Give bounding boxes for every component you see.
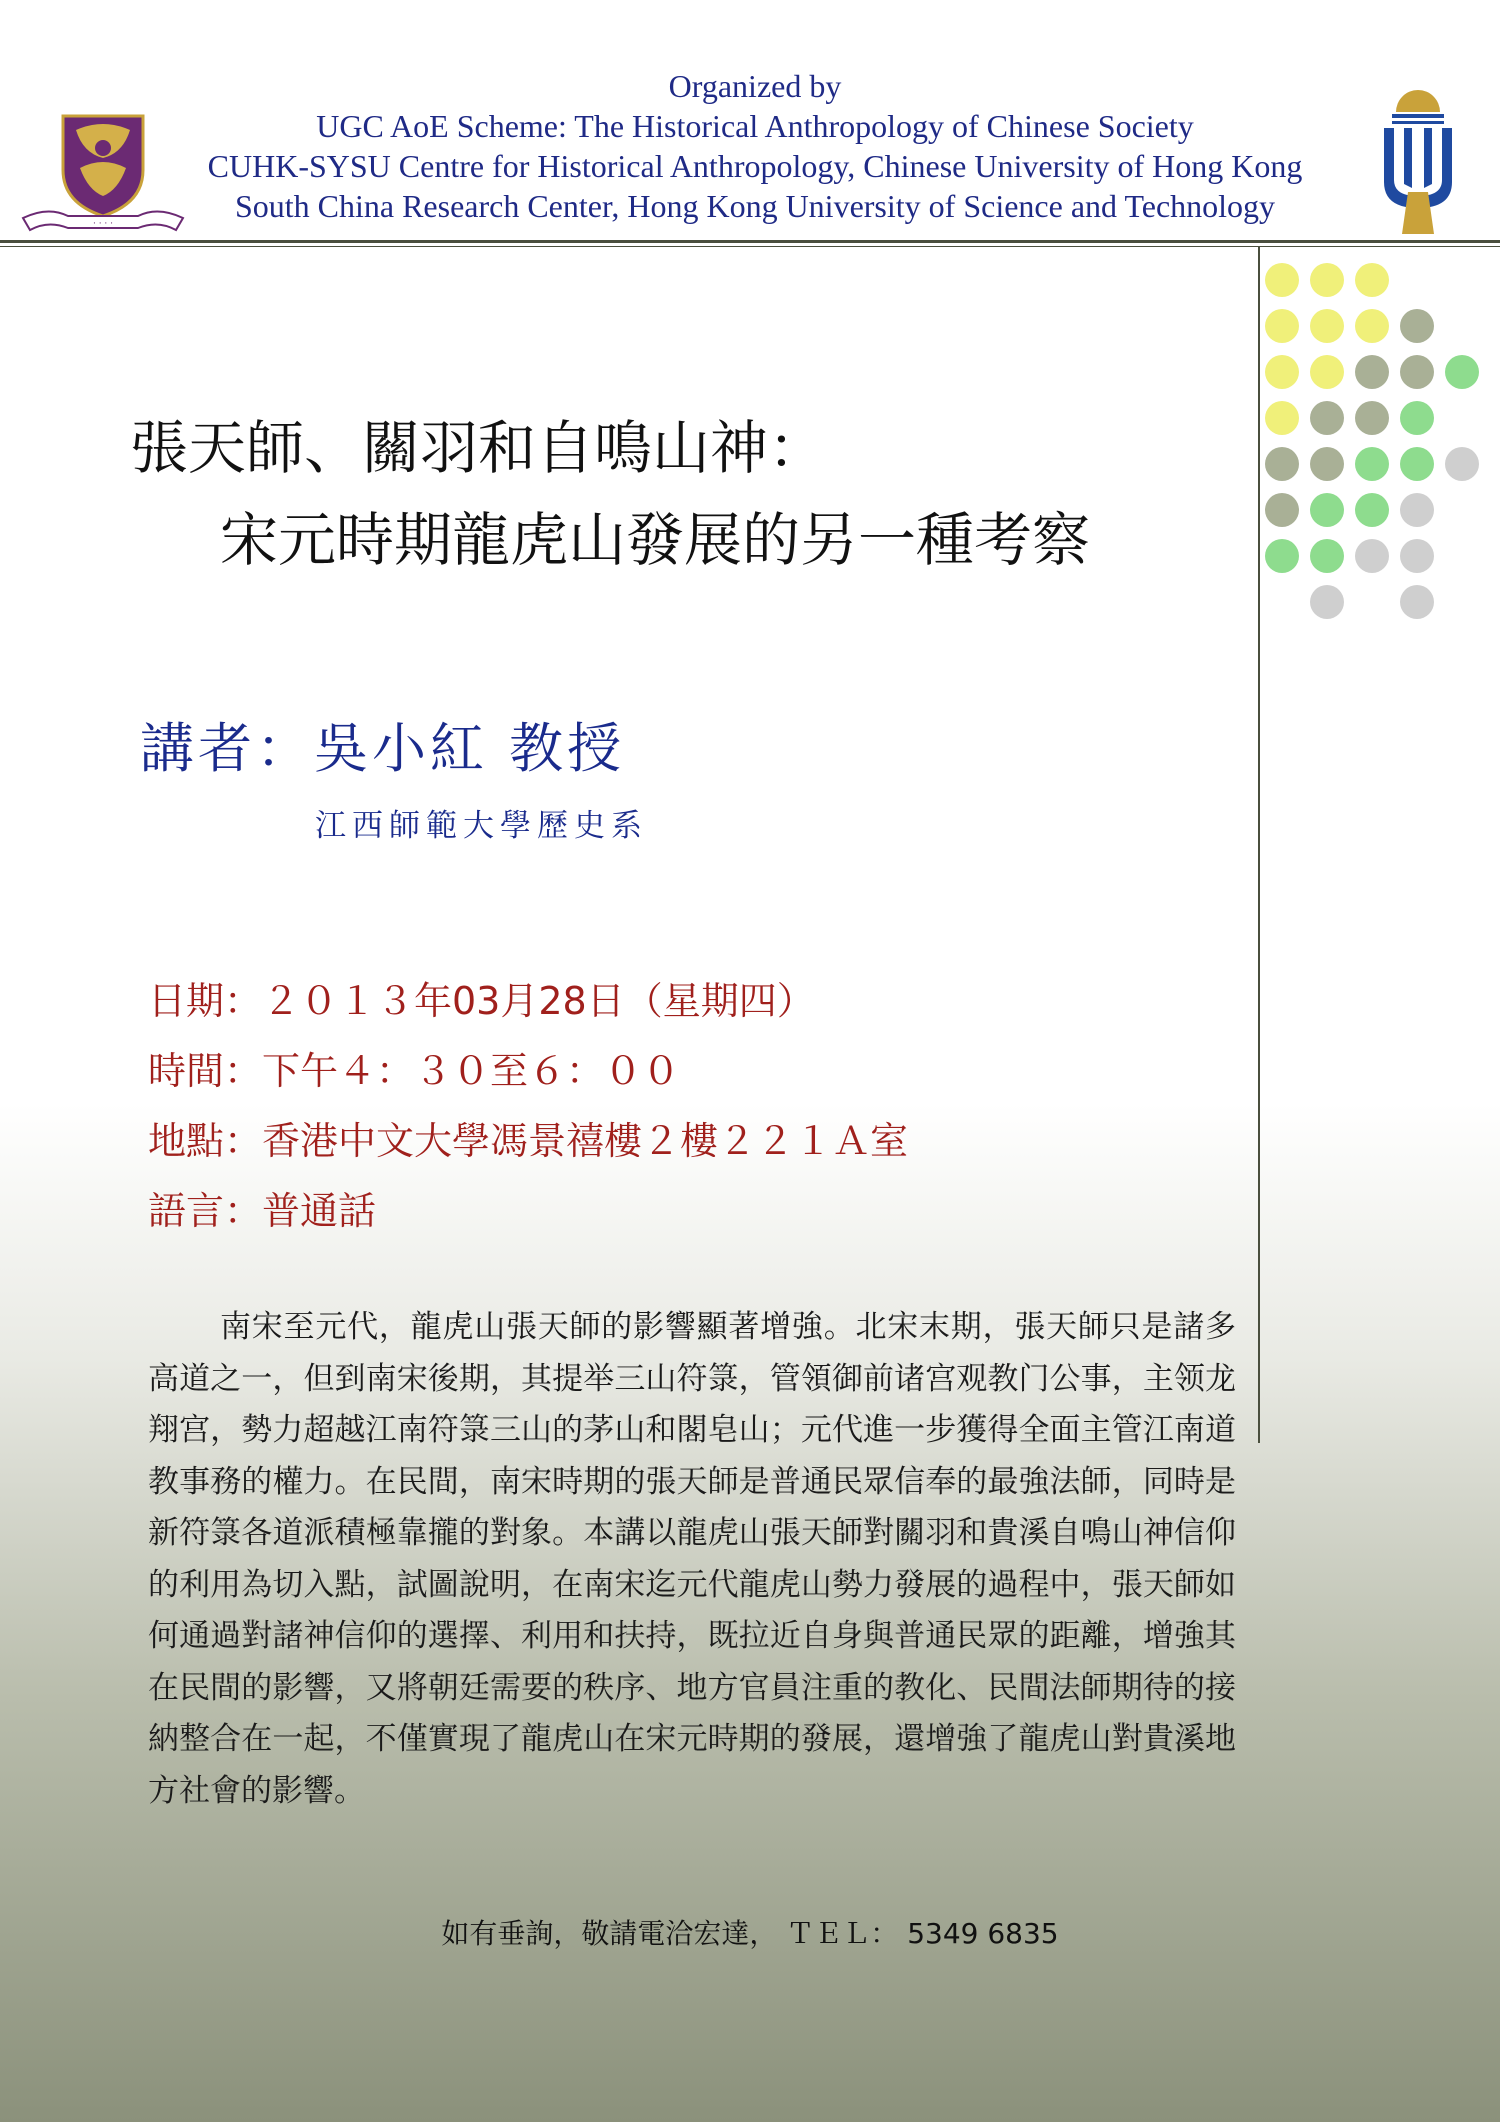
- decorative-dot: [1310, 585, 1344, 619]
- decorative-dot: [1400, 539, 1434, 573]
- decorative-dot: [1445, 447, 1479, 481]
- decorative-dot: [1400, 355, 1434, 389]
- decorative-dot: [1310, 447, 1344, 481]
- event-language: 語言：普通話: [148, 1189, 377, 1233]
- organizer-line: UGC AoE Scheme: The Historical Anthropology of Chinese Society: [316, 108, 1194, 144]
- decorative-dot: [1400, 493, 1434, 527]
- event-time: 時間：下午４：３０至６：００: [148, 1049, 681, 1093]
- contact-info: 如有垂詢，敬請電洽宏達， ＴＥＬ： 5349 6835: [441, 1917, 1059, 1950]
- decorative-dot: [1400, 401, 1434, 435]
- header-divider: [0, 240, 1500, 243]
- speaker-name: 講者：吳小紅 教授: [140, 717, 626, 780]
- decorative-dot: [1400, 309, 1434, 343]
- decorative-dot: [1355, 447, 1389, 481]
- decorative-dot: [1355, 355, 1389, 389]
- organizer-block: [140, 66, 1370, 226]
- speaker-affiliation: 江西師範大學歷史系: [315, 808, 648, 844]
- decorative-dot: [1355, 309, 1389, 343]
- event-venue: 地點：香港中文大學馮景禧樓２樓２２１Ａ室: [148, 1119, 909, 1163]
- decorative-dot: [1265, 447, 1299, 481]
- hkust-logo-icon: [1378, 88, 1458, 236]
- decorative-dot: [1310, 355, 1344, 389]
- event-date: 日期：２０１３年03月28日（星期四）: [148, 979, 815, 1023]
- decorative-dot-grid: [1262, 260, 1492, 640]
- decorative-dot: [1355, 263, 1389, 297]
- decorative-dot: [1265, 309, 1299, 343]
- decorative-dot: [1355, 401, 1389, 435]
- decorative-dot: [1355, 493, 1389, 527]
- decorative-dot: [1445, 355, 1479, 389]
- event-details: [148, 966, 1248, 1246]
- svg-text:· · · ·: · · · ·: [92, 219, 114, 229]
- decorative-dot: [1265, 355, 1299, 389]
- decorative-dot: [1265, 263, 1299, 297]
- decorative-dot: [1310, 539, 1344, 573]
- decorative-dot: [1265, 539, 1299, 573]
- decorative-dot: [1355, 539, 1389, 573]
- side-divider: [1258, 247, 1260, 1443]
- decorative-dot: [1400, 447, 1434, 481]
- decorative-dot: [1265, 493, 1299, 527]
- organized-by-label: Organized by: [668, 68, 842, 104]
- decorative-dot: [1310, 309, 1344, 343]
- decorative-dot: [1265, 401, 1299, 435]
- organizer-line: South China Research Center, Hong Kong University of Science and Technology: [234, 188, 1276, 224]
- lecture-abstract: 南宋至元代，龍虎山張天師的影響顯著增強。北宋末期，張天師只是諸多高道之一，但到南宋後期，其提举三山符箓，管領御前诸宫观教门公事，主领龙翔宫，勢力超越江南符箓三山的茅山和閣皂山；元代進一步獲得全面主管江南道教事務的權力。在民間，南宋時期的張天師是普通民眾信奉的最強法師，同時是新符箓各道派積極靠攏的對象。本講以龍虎山張天師對關羽和貴溪自鳴山神信仰的利用為切入點，試圖說明，在南宋迄元代龍虎山勢力發展的過程中，張天師如何通過對諸神信仰的選擇、利用和扶持，既拉近自身與普通民眾的距離，增強其在民間的影響，又將朝廷需要的秩序、地方官員注重的教化、民間法師期待的接納整合在一起，不僅實現了龍虎山在宋元時期的發展，還增強了龍虎山對貴溪地方社會的影響。: [148, 1309, 1236, 1809]
- title-line-2: 宋元時期龍虎山發展的另一種考察: [220, 506, 1091, 574]
- organizer-line: CUHK-SYSU Centre for Historical Anthropology, Chinese University of Hong Kong: [207, 148, 1303, 184]
- decorative-dot: [1310, 263, 1344, 297]
- title-line-1: 張天師、關羽和自鳴山神：: [130, 414, 827, 482]
- decorative-dot: [1310, 493, 1344, 527]
- lecture-title: [130, 402, 1230, 586]
- poster-header: [0, 0, 1500, 236]
- header-divider-thin: [0, 246, 1500, 247]
- decorative-dot: [1310, 401, 1344, 435]
- decorative-dot: [1400, 585, 1434, 619]
